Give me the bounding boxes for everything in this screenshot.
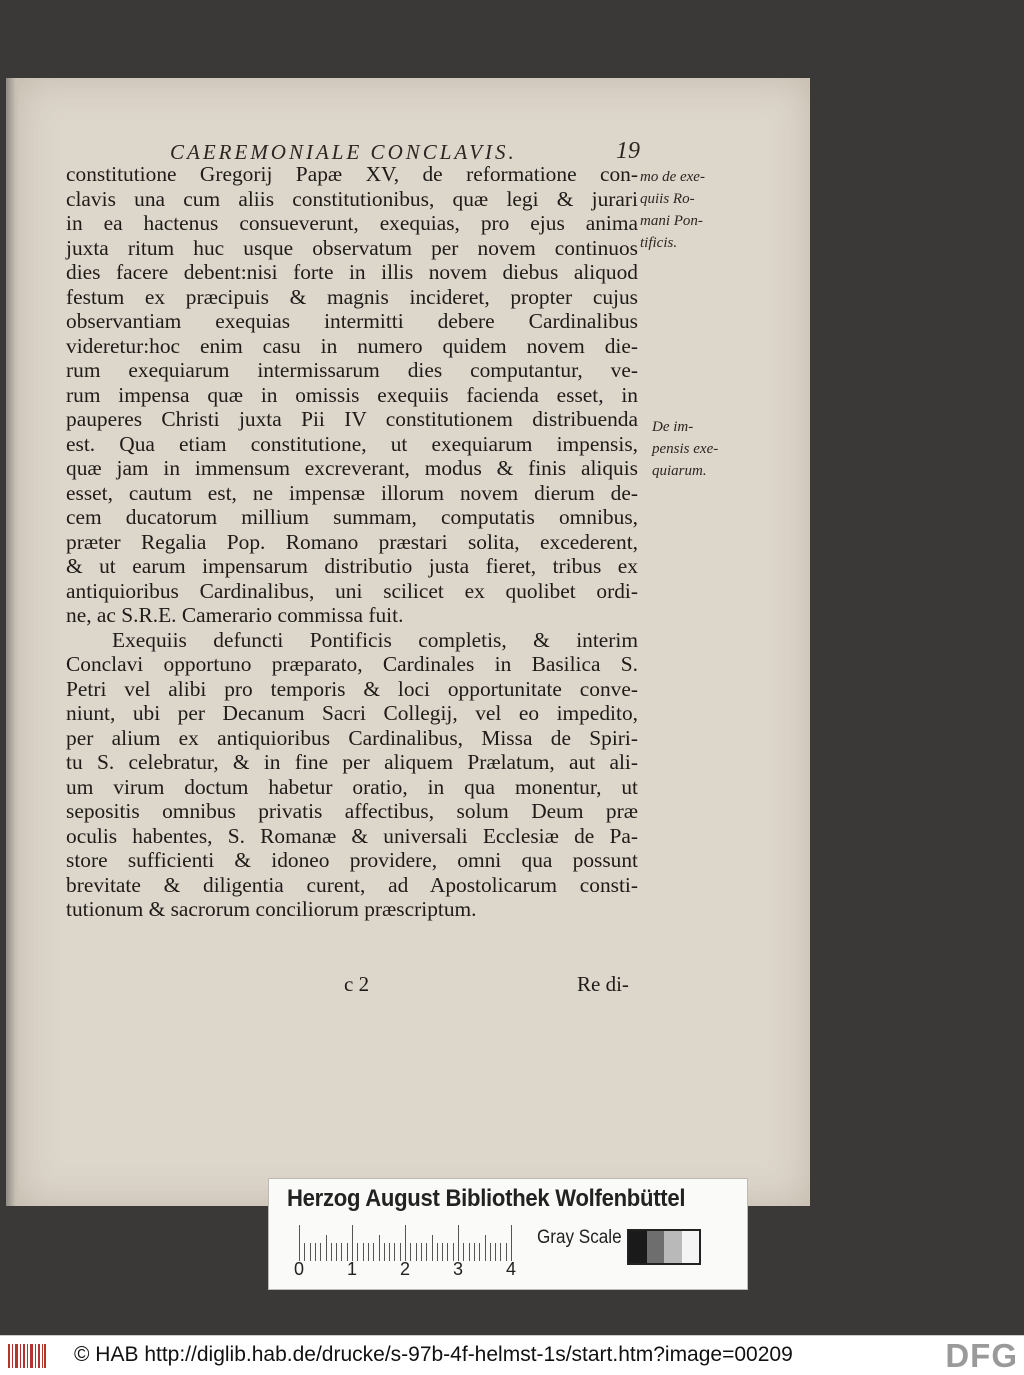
text-line: in ea hactenus consueverunt, exequias, pro ejus anima <box>66 211 638 235</box>
text-line: per alium ex antiquioribus Cardinalibus, Missa de Spiri- <box>66 725 638 750</box>
text-line: ne, ac S.R.E. Camerario commissa fuit. <box>66 603 404 627</box>
color-card <box>268 1178 748 1290</box>
text-line: store sufficienti & idoneo providere, omni qua possunt <box>66 848 638 872</box>
ruler-tick <box>299 1225 300 1261</box>
marginal-note-1 <box>640 166 705 254</box>
text-line: præter Regalia Pop. Romano præstari solita, excederent, <box>66 529 638 554</box>
ruler-tick <box>320 1243 321 1261</box>
ruler-tick <box>426 1243 427 1261</box>
color-card-title: Herzog August Bibliothek Wolfenbüttel <box>287 1185 686 1212</box>
text-line: Petri vel alibi pro temporis & loci opportunitate conve- <box>66 676 638 701</box>
catchword: Re di- <box>577 972 629 996</box>
ruler-tick <box>331 1243 332 1261</box>
marginal-line: tificis. <box>640 235 678 251</box>
ruler-label: 2 <box>400 1259 411 1279</box>
ruler-tick <box>363 1243 364 1261</box>
ruler-tick <box>373 1243 374 1261</box>
dfg-logo: DFG <box>945 1337 1018 1374</box>
ruler <box>299 1225 525 1261</box>
ruler-tick <box>469 1243 470 1261</box>
text-line: oculis habentes, S. Romanæ & universali Ecclesiæ de Pa- <box>66 823 638 848</box>
text-line: Conclavi opportuno præparato, Cardinales in Basilica S. <box>66 652 638 676</box>
text-line: antiquioribus Cardinalibus, uni scilicet ex quolibet ordi- <box>66 578 638 603</box>
ruler-tick <box>379 1235 380 1261</box>
marginal-line: mo de exe- <box>640 169 705 185</box>
ruler-label: 0 <box>294 1259 305 1279</box>
ruler-tick <box>315 1243 316 1261</box>
text-line: & ut earum impensarum distributio justa fieret, tribus ex <box>66 554 638 578</box>
ruler-label: 4 <box>506 1259 517 1279</box>
ruler-tick <box>357 1243 358 1261</box>
signature-mark: c 2 <box>344 972 370 996</box>
ruler-tick <box>437 1243 438 1261</box>
marginal-line: quiis Ro- <box>640 191 695 207</box>
text-line: juxta ritum huc usque observatum per novem continuos <box>66 235 638 260</box>
text-line: sepositis omnibus privatis affectibus, solum Deum præ <box>66 799 638 823</box>
ruler-tick <box>410 1243 411 1261</box>
ruler-tick <box>352 1225 353 1261</box>
marginal-line: quiarum. <box>652 463 707 479</box>
text-line: tu S. celebratur, & in fine per aliquem Prælatum, aut ali- <box>66 750 638 774</box>
gray-patch <box>682 1231 700 1263</box>
ruler-tick <box>310 1243 311 1261</box>
text-line: videretur:hoc enim casu in numero quidem novem die- <box>66 333 638 358</box>
gray-patch <box>629 1231 647 1263</box>
ruler-tick <box>416 1243 417 1261</box>
ruler-tick <box>511 1225 512 1261</box>
copyright-url: © HAB http://diglib.hab.de/drucke/s-97b-4f-helmst-1s/start.htm?image=00209 <box>74 1343 793 1366</box>
ruler-tick <box>474 1243 475 1261</box>
text-line: festum ex præcipuis & magnis incideret, propter cujus <box>66 284 638 309</box>
text-line: constitutione Gregorij Papæ XV, de reformatione con- <box>66 162 638 186</box>
ruler-tick <box>389 1243 390 1261</box>
text-line: observantiam exequias intermitti debere Cardinalibus <box>66 309 638 333</box>
body-text <box>66 162 638 922</box>
marginal-line: pensis exe- <box>652 441 719 457</box>
text-line: quæ jam in immensum excreverant, modus & finis aliquis <box>66 456 638 480</box>
ruler-tick <box>432 1235 433 1261</box>
ruler-tick <box>442 1243 443 1261</box>
ruler-label: 1 <box>347 1259 358 1279</box>
ruler-tick <box>479 1243 480 1261</box>
ruler-label: 3 <box>453 1259 464 1279</box>
ruler-tick <box>341 1243 342 1261</box>
running-head-title: CAEREMONIALE CONCLAVIS. <box>170 140 517 164</box>
gray-patch <box>647 1231 665 1263</box>
ruler-tick <box>368 1243 369 1261</box>
gray-scale-label: Gray Scale <box>537 1227 622 1248</box>
text-line: esset, cautum est, ne impensæ illorum novem dierum de- <box>66 480 638 505</box>
marginal-note-2 <box>652 416 718 482</box>
text-line: brevitate & diligentia curent, ad Apostolicarum consti- <box>66 872 638 897</box>
ruler-tick <box>326 1235 327 1261</box>
gray-patch <box>664 1231 682 1263</box>
ruler-tick <box>500 1243 501 1261</box>
ruler-tick <box>495 1243 496 1261</box>
barcode-icon <box>8 1344 46 1368</box>
gray-scale-patches <box>627 1229 701 1265</box>
text-line: tutionum & sacrorum conciliorum præscriptum. <box>66 897 477 921</box>
ruler-tick <box>458 1225 459 1261</box>
marginal-line: De im- <box>652 419 694 435</box>
marginal-line: mani Pon- <box>640 213 703 229</box>
text-line: rum impensa quæ in omissis exequiis facienda esset, in <box>66 382 638 407</box>
text-line: est. Qua etiam constitutione, ut exequiarum impensis, <box>66 431 638 456</box>
ruler-tick <box>394 1243 395 1261</box>
text-line: Exequiis defuncti Pontificis completis, & interim <box>112 627 638 652</box>
ruler-tick <box>304 1243 305 1261</box>
ruler-tick <box>421 1243 422 1261</box>
ruler-tick <box>447 1243 448 1261</box>
ruler-tick <box>463 1243 464 1261</box>
text-line: dies facere debent:nisi forte in illis novem diebus aliquod <box>66 260 638 284</box>
page-number: 19 <box>616 138 640 164</box>
text-line: rum exequiarum intermissarum dies computantur, ve- <box>66 358 638 382</box>
ruler-tick <box>384 1243 385 1261</box>
text-line: um virum doctum habetur oratio, in qua monentur, ut <box>66 774 638 799</box>
status-bar <box>0 1335 1024 1375</box>
ruler-tick <box>336 1243 337 1261</box>
text-line: clavis una cum aliis constitutionibus, quæ legi & jurari <box>66 186 638 211</box>
ruler-tick <box>485 1235 486 1261</box>
text-line: cem ducatorum millium summam, computatis omnibus, <box>66 505 638 529</box>
text-line: pauperes Christi juxta Pii IV constitutionem distribuenda <box>66 407 638 431</box>
ruler-tick <box>405 1225 406 1261</box>
text-line: niunt, ubi per Decanum Sacri Collegij, vel eo impedito, <box>66 701 638 725</box>
ruler-tick <box>490 1243 491 1261</box>
